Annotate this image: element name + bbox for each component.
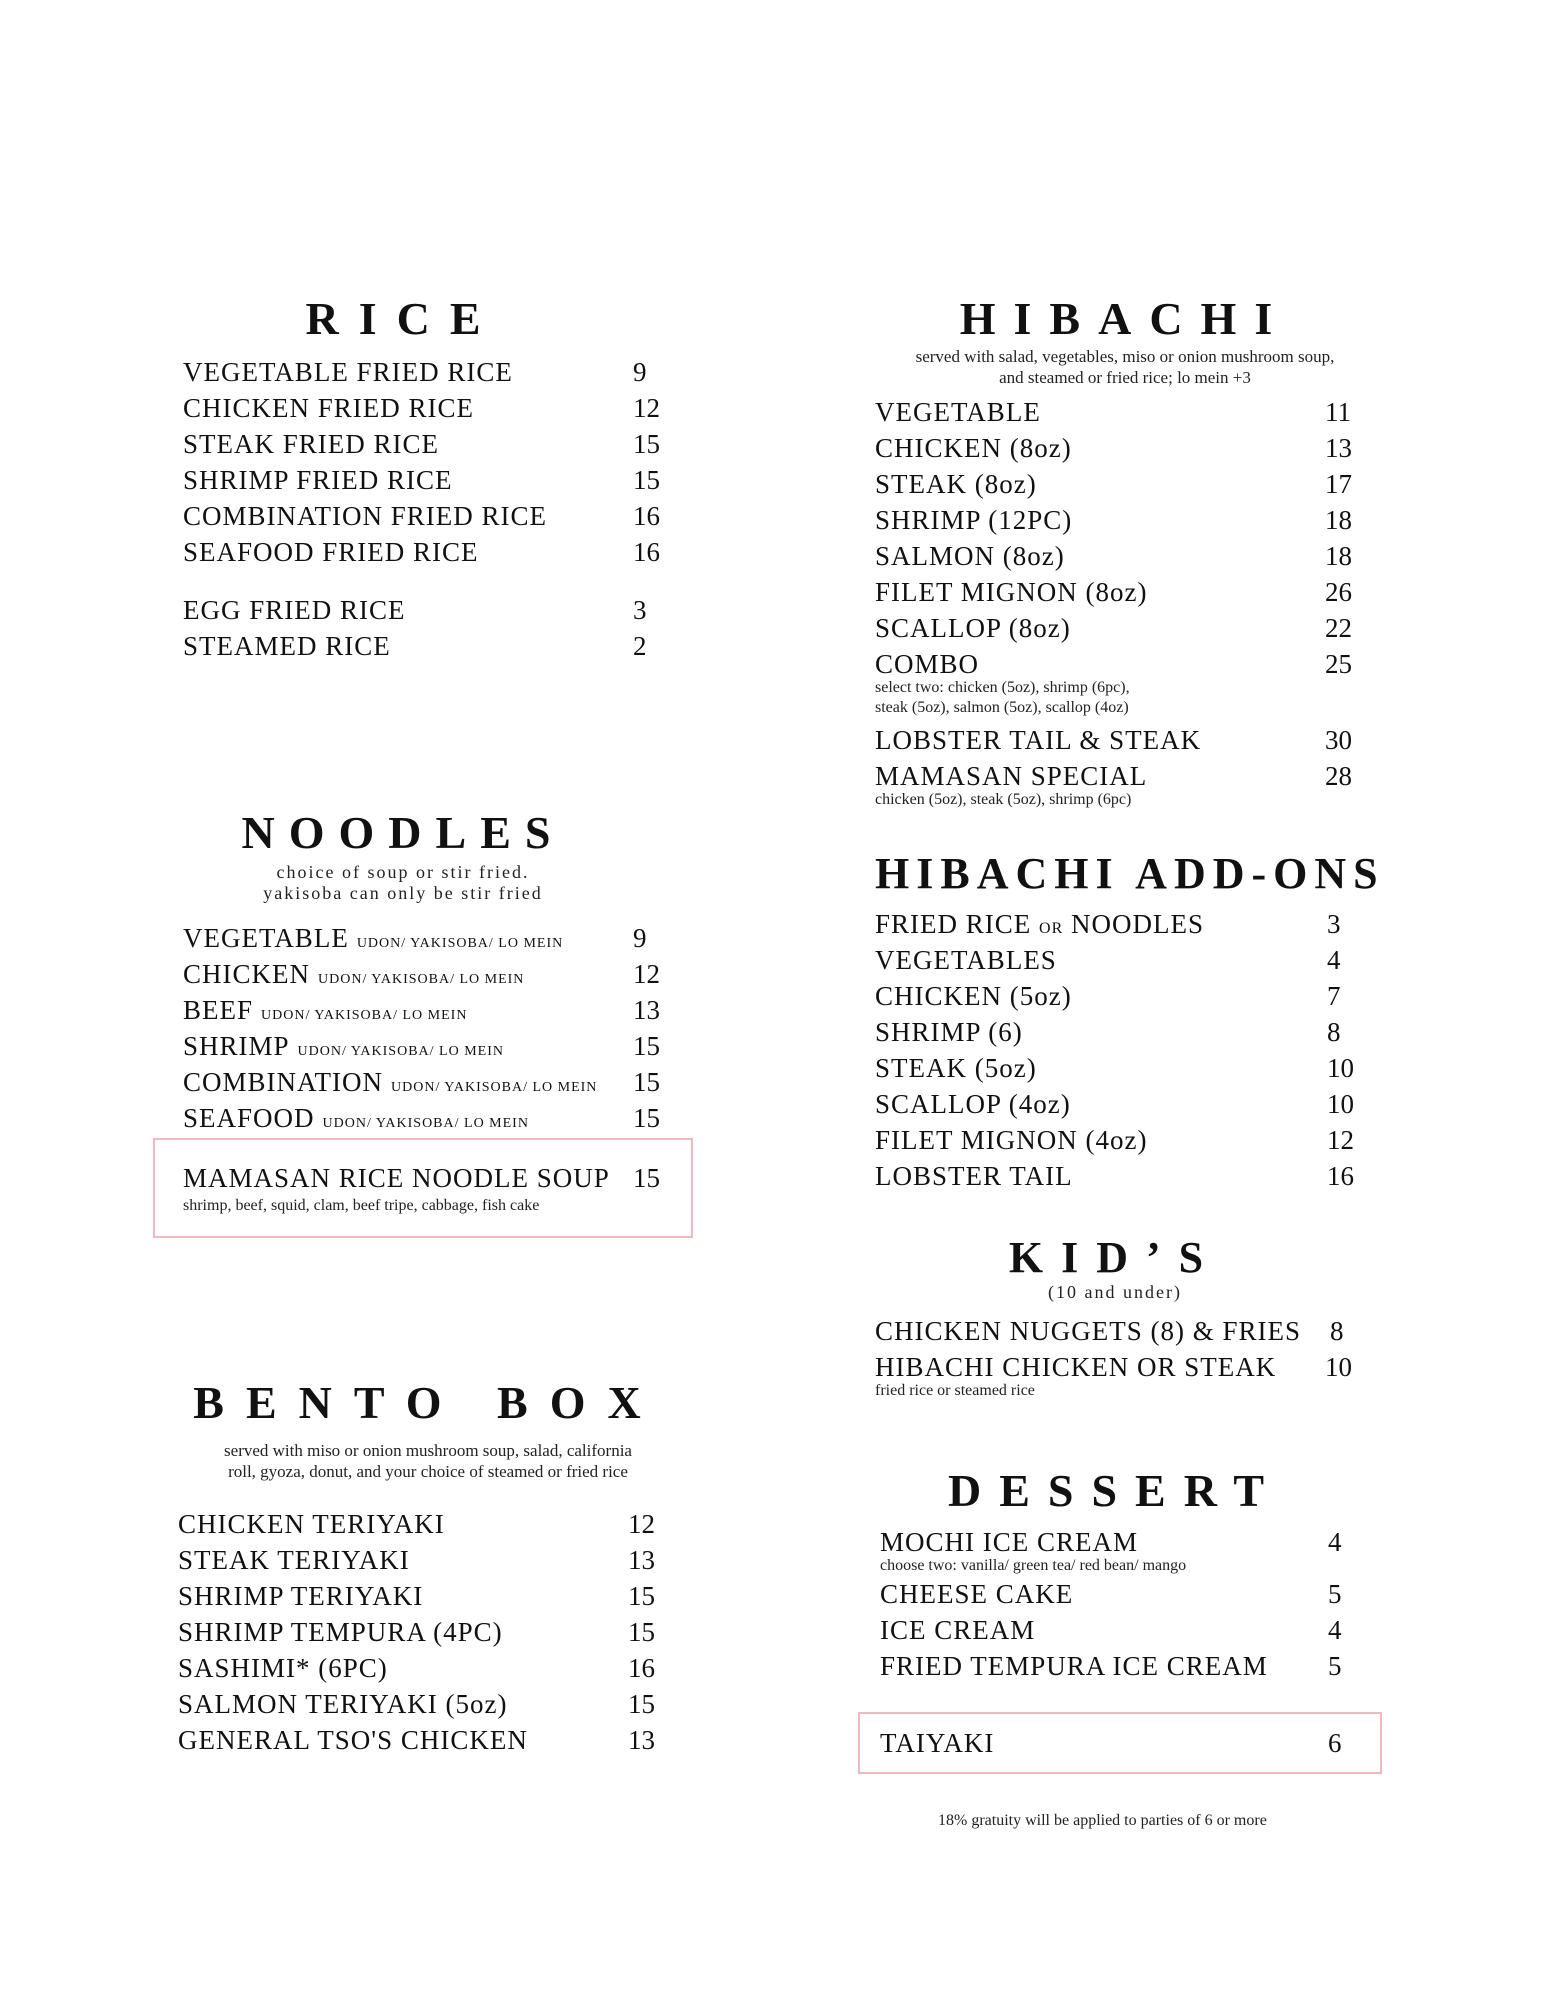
item-price: 4 [1328,1527,1342,1557]
item-name-or: OR [1039,920,1064,937]
menu-item-combo [875,646,1395,682]
noodle-options: UDON/ YAKISOBA/ LO MEIN [318,972,525,987]
item-name: VEGETABLES [875,945,1057,975]
menu-item [178,1722,698,1758]
item-name: GENERAL TSO'S CHICKEN [178,1725,528,1755]
noodle-soup-special [183,1160,683,1216]
noodles-section [183,807,683,1136]
item-name-part-2: NOODLES [1071,909,1204,939]
menu-item [875,1349,1395,1385]
item-price: 25 [1325,649,1352,679]
bento-list [178,1506,698,1758]
item-description: choose two: vanilla/ green tea/ red bean/ mango [880,1557,1187,1574]
menu-item [875,906,1395,942]
item-name: SALMON TERIYAKI (5oz) [178,1689,508,1719]
item-price: 10 [1327,1089,1354,1119]
item-price: 13 [1325,433,1352,463]
rice-heading: RICE [305,293,501,344]
menu-item [183,920,683,956]
noodles-subtitle-1: choice of soup or stir fried. [276,862,530,882]
menu-item [183,426,683,462]
menu-item [178,1650,698,1686]
item-name: FILET MIGNON (4oz) [875,1125,1148,1155]
menu-item [178,1686,698,1722]
combo-description-1: select two: chicken (5oz), shrimp (6pc), [875,679,1130,696]
combo-description-2: steak (5oz), salmon (5oz), scallop (4oz) [875,699,1129,716]
item-price: 16 [1327,1161,1354,1191]
item-name: STEAMED RICE [183,631,391,661]
item-name: LOBSTER TAIL & STEAK [875,725,1202,755]
item-price: 13 [628,1545,655,1575]
hibachi-section [875,293,1395,810]
item-price: 3 [1327,909,1341,939]
item-name: CHICKEN (5oz) [875,981,1072,1011]
item-name: STEAK (8oz) [875,469,1037,499]
dessert-heading: DESSERT [947,1465,1283,1516]
item-name: FILET MIGNON (8oz) [875,577,1148,607]
kids-subtitle: (10 and under) [1048,1282,1182,1302]
item-price: 16 [633,501,660,531]
menu-item [875,1122,1395,1158]
menu-item [875,394,1395,430]
menu-item [178,1614,698,1650]
item-name: SEAFOOD FRIED RICE [183,537,479,567]
menu-item [875,1158,1395,1194]
item-name: BEEF [183,995,254,1025]
noodle-options: UDON/ YAKISOBA/ LO MEIN [391,1080,598,1095]
item-price: 15 [628,1581,655,1611]
noodle-options: UDON/ YAKISOBA/ LO MEIN [297,1044,504,1059]
item-price: 4 [1328,1615,1342,1645]
item-name: MAMASAN SPECIAL [875,761,1148,791]
noodle-options: UDON/ YAKISOBA/ LO MEIN [356,936,564,951]
taiyaki-special [880,1725,1400,1761]
kids-section [875,1233,1395,1401]
item-name: COMBINATION FRIED RICE [183,501,548,531]
item-name: MOCHI ICE CREAM [880,1527,1139,1557]
item-price: 16 [628,1653,655,1683]
item-price: 12 [633,393,660,423]
item-name: MAMASAN RICE NOODLE SOUP [183,1163,610,1193]
item-price: 8 [1327,1017,1341,1047]
item-price: 13 [633,995,660,1025]
item-name: CHICKEN (8oz) [875,433,1072,463]
menu-item [875,722,1395,758]
item-name: CHICKEN [183,959,310,989]
menu-item [183,628,683,664]
bento-subtitle-1: served with miso or onion mushroom soup, salad, california [224,1441,632,1460]
item-name: SHRIMP FRIED RICE [183,465,453,495]
item-name: SHRIMP (12PC) [875,505,1073,535]
item-price: 15 [628,1617,655,1647]
menu-item [880,1524,1400,1560]
noodles-heading: NOODLES [241,807,565,858]
menu-item [183,1064,683,1100]
item-price: 4 [1327,945,1341,975]
menu-item [875,466,1395,502]
menu-item [875,502,1395,538]
item-price: 10 [1327,1053,1354,1083]
item-price: 8 [1330,1316,1344,1346]
menu-item [875,942,1395,978]
item-name: VEGETABLE [183,923,349,953]
menu-item [880,1612,1400,1648]
item-name: ICE CREAM [880,1615,1036,1645]
item-name: CHICKEN TERIYAKI [178,1509,445,1539]
menu-item [875,610,1395,646]
item-name: SHRIMP (6) [875,1017,1023,1047]
item-name: CHEESE CAKE [880,1579,1074,1609]
menu-item [880,1576,1400,1612]
item-price: 18 [1325,541,1352,571]
item-price: 5 [1328,1579,1342,1609]
item-name: STEAK FRIED RICE [183,429,440,459]
dessert-section [880,1465,1400,1684]
bento-section [178,1377,698,1758]
item-name: SALMON (8oz) [875,541,1065,571]
rice-list [183,354,683,664]
menu-item [183,534,683,570]
menu-item [875,1313,1395,1349]
item-price: 12 [1327,1125,1354,1155]
item-name: COMBO [875,649,980,679]
item-name: SCALLOP (4oz) [875,1089,1071,1119]
item-price: 15 [628,1689,655,1719]
item-name: EGG FRIED RICE [183,595,406,625]
item-name: SEAFOOD [183,1103,315,1133]
gratuity-note: 18% gratuity will be applied to parties of 6 or more [938,1812,1267,1829]
item-price: 15 [633,429,660,459]
bento-subtitle-2: roll, gyoza, donut, and your choice of steamed or fried rice [228,1462,628,1481]
item-price: 6 [1328,1728,1342,1758]
item-name: SCALLOP (8oz) [875,613,1071,643]
menu-item [880,1648,1400,1684]
item-price: 18 [1325,505,1352,535]
item-price: 17 [1325,469,1352,499]
item-name: STEAK TERIYAKI [178,1545,410,1575]
item-price: 13 [628,1725,655,1755]
addons-section [875,849,1395,1194]
item-name: VEGETABLE [875,397,1041,427]
menu-item [183,462,683,498]
menu-item [875,978,1395,1014]
item-name: CHICKEN NUGGETS (8) & FRIES [875,1316,1302,1346]
menu-item [178,1542,698,1578]
item-price: 10 [1325,1352,1352,1382]
item-price: 15 [633,1031,660,1061]
item-name: LOBSTER TAIL [875,1161,1073,1191]
menu-item [875,1086,1395,1122]
item-name: COMBINATION [183,1067,383,1097]
item-price: 12 [633,959,660,989]
kids-heading: KID’S [1008,1233,1222,1282]
noodles-list [183,920,683,1136]
item-name: SASHIMI* (6PC) [178,1653,388,1683]
item-price: 30 [1325,725,1352,755]
menu-item [178,1506,698,1542]
item-price: 16 [633,537,660,567]
kids-list [875,1313,1395,1401]
dessert-list [880,1524,1400,1684]
hibachi-list [875,394,1395,810]
menu-item [183,956,683,992]
menu-item [875,430,1395,466]
item-name: SHRIMP TERIYAKI [178,1581,424,1611]
noodle-options: UDON/ YAKISOBA/ LO MEIN [322,1116,529,1131]
item-price: 26 [1325,577,1352,607]
item-price: 9 [633,357,647,387]
menu-item [183,992,683,1028]
menu-item [183,498,683,534]
item-price: 22 [1325,613,1352,643]
rice-section [183,293,683,664]
item-price: 28 [1325,761,1352,791]
item-description: shrimp, beef, squid, clam, beef tripe, cabbage, fish cake [183,1197,540,1214]
item-name: FRIED TEMPURA ICE CREAM [880,1651,1268,1681]
item-name: VEGETABLE FRIED RICE [183,357,513,387]
menu-item [875,1014,1395,1050]
item-price: 12 [628,1509,655,1539]
item-price: 5 [1328,1651,1342,1681]
item-description: fried rice or steamed rice [875,1382,1035,1399]
item-price: 2 [633,631,647,661]
item-name: STEAK (5oz) [875,1053,1037,1083]
item-price: 9 [633,923,647,953]
menu-item [875,538,1395,574]
item-name: TAIYAKI [880,1728,995,1758]
menu-item [183,592,683,628]
hibachi-heading: HIBACHI [959,293,1291,344]
menu-item [875,574,1395,610]
hibachi-subtitle-1: served with salad, vegetables, miso or onion mushroom soup, [915,347,1335,366]
mamasan-description: chicken (5oz), steak (5oz), shrimp (6pc) [875,791,1132,808]
menu-item [183,1100,683,1136]
item-price: 15 [633,465,660,495]
noodles-subtitle-2: yakisoba can only be stir fried [263,883,543,903]
item-name-part-1: FRIED RICE [875,909,1032,939]
hibachi-subtitle-2: and steamed or fried rice; lo mein +3 [999,368,1251,387]
item-name: SHRIMP TEMPURA (4PC) [178,1617,503,1647]
addons-heading: HIBACHI ADD-ONS [875,849,1385,898]
noodle-options: UDON/ YAKISOBA/ LO MEIN [261,1008,468,1023]
menu-item [875,1050,1395,1086]
item-price: 7 [1327,981,1341,1011]
item-price: 3 [633,595,647,625]
item-price: 15 [633,1103,660,1133]
menu-item [183,354,683,390]
item-price: 11 [1325,397,1351,427]
item-price: 15 [633,1163,660,1193]
bento-heading: BENTO BOX [193,1377,663,1428]
addons-list [875,906,1395,1194]
item-price: 15 [633,1067,660,1097]
item-name: CHICKEN FRIED RICE [183,393,475,423]
menu-item [875,758,1395,794]
item-name: HIBACHI CHICKEN OR STEAK [875,1352,1277,1382]
menu-item [178,1578,698,1614]
menu-item [183,390,683,426]
menu-item [183,1028,683,1064]
item-name: SHRIMP [183,1031,290,1061]
